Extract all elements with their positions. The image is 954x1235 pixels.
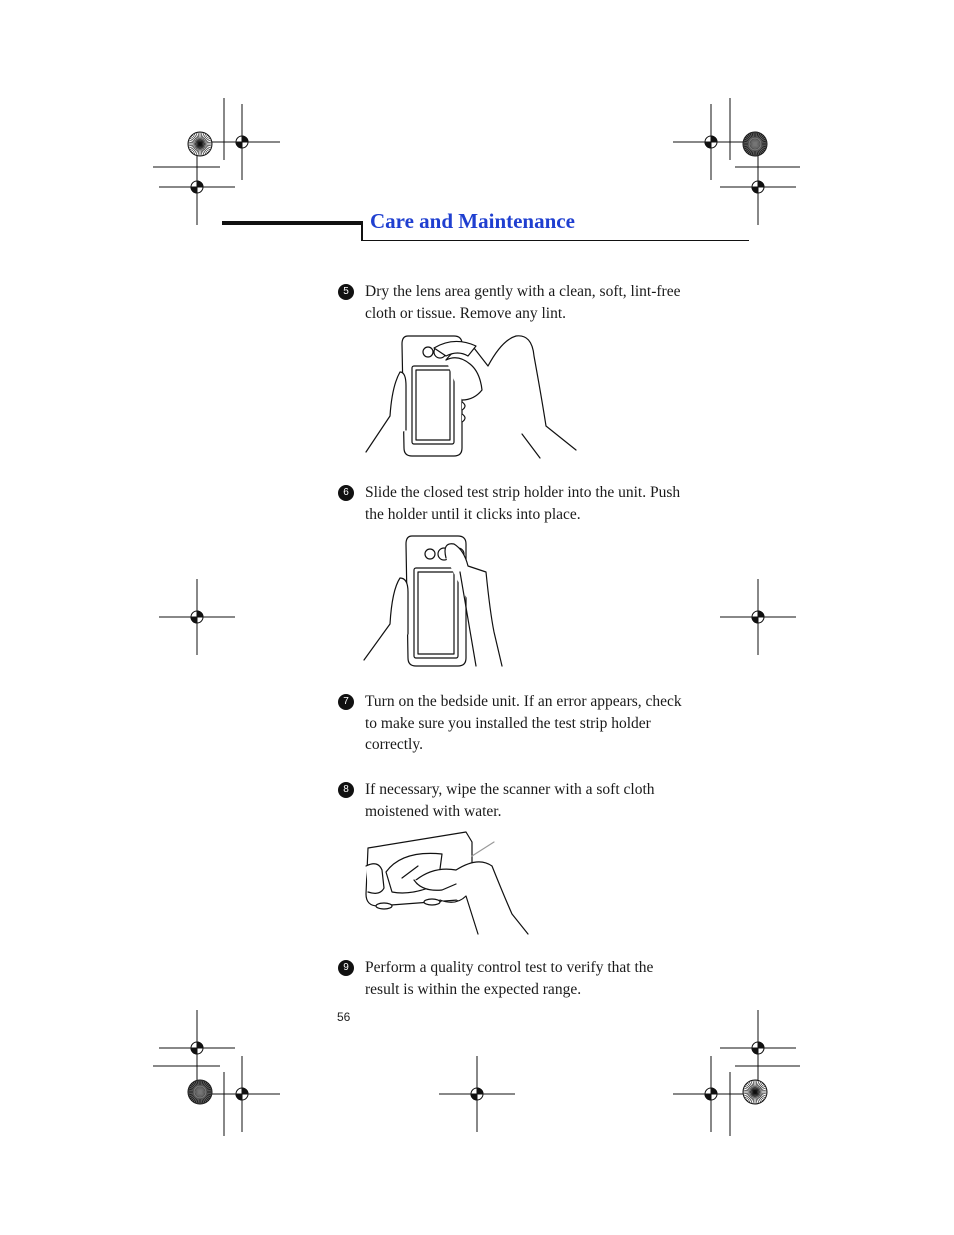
- registration-rosette: [743, 1080, 767, 1104]
- step-number: 5: [338, 284, 354, 300]
- step-number: 8: [338, 782, 354, 798]
- step-text: Dry the lens area gently with a clean, soft, lint-free cloth or tissue. Remove any lint.: [365, 283, 681, 322]
- wipe-scanner-illustration: [362, 826, 534, 938]
- registration-rosette: [743, 132, 767, 156]
- step-text: Perform a quality control test to verify that the result is within the expected range.: [365, 959, 654, 998]
- step-number: 7: [338, 694, 354, 710]
- registration-crosshair: [159, 149, 235, 225]
- registration-crosshair: [673, 1056, 749, 1132]
- insert-holder-illustration: [360, 532, 510, 670]
- step-8: [338, 779, 688, 822]
- step-number: 6: [338, 485, 354, 501]
- step-text: If necessary, wipe the scanner with a soft cloth moistened with water.: [365, 781, 655, 820]
- header-rule: [361, 240, 749, 241]
- registration-crosshair: [720, 579, 796, 655]
- dry-lens-illustration: [362, 330, 582, 462]
- registration-crosshair: [720, 1010, 796, 1086]
- step-6: [338, 482, 688, 525]
- registration-crosshair: [720, 149, 796, 225]
- registration-rosette: [188, 132, 212, 156]
- registration-crosshair: [673, 104, 749, 180]
- header-bar: [222, 221, 363, 225]
- registration-rosette: [188, 1080, 212, 1104]
- step-text: Turn on the bedside unit. If an error appears, check to make sure you installed the test strip holder correctly.: [365, 693, 682, 753]
- registration-crosshair: [439, 1056, 515, 1132]
- page-number: 56: [337, 1010, 351, 1024]
- registration-crosshair: [204, 1056, 280, 1132]
- registration-crosshair: [159, 579, 235, 655]
- registration-crosshair: [204, 104, 280, 180]
- step-9: [338, 957, 688, 1000]
- step-7: [338, 691, 688, 756]
- step-5: [338, 281, 688, 324]
- page-title: Care and Maintenance: [370, 209, 575, 233]
- header-divider: [361, 221, 363, 241]
- step-text: Slide the closed test strip holder into the unit. Push the holder until it clicks into place.: [365, 484, 681, 523]
- step-number: 9: [338, 960, 354, 976]
